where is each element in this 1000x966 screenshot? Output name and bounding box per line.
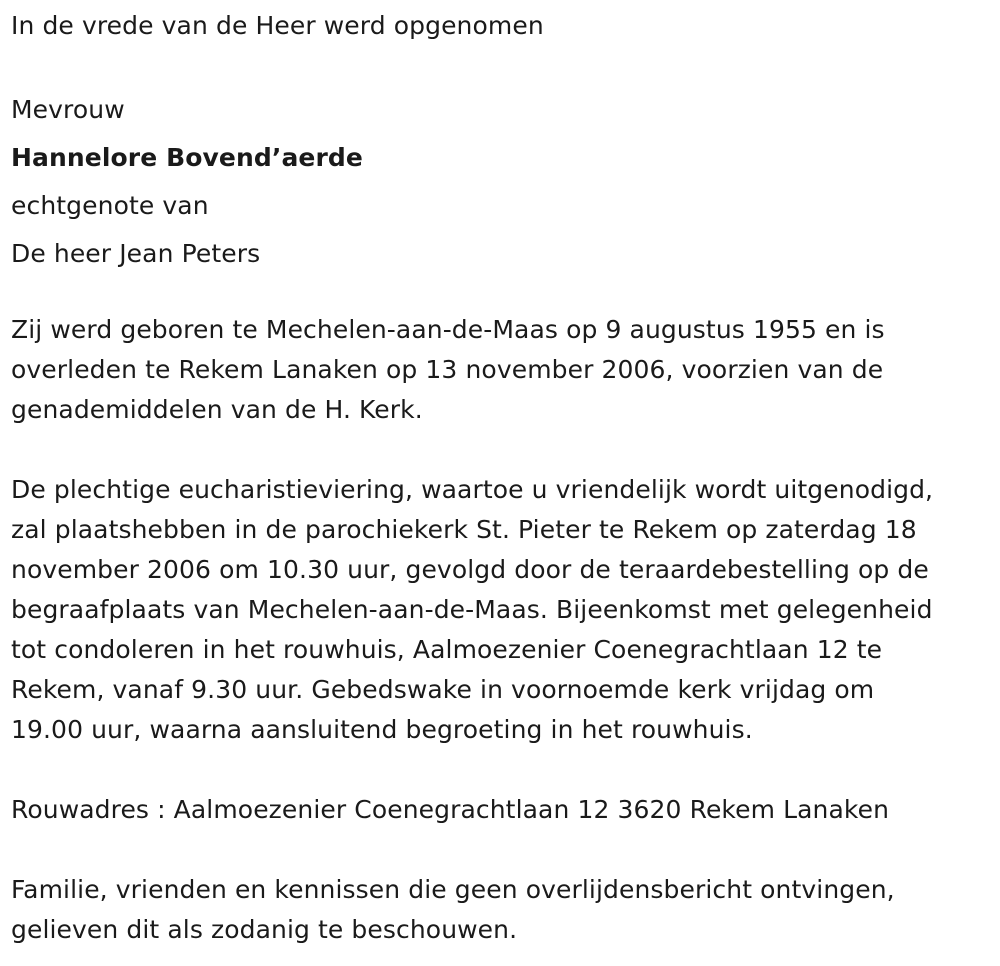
birth-death-line-3: genademiddelen van de H. Kerk. <box>11 395 423 424</box>
birth-death-line-1: Zij werd geboren te Mechelen-aan-de-Maas op 9 augustus 1955 en is <box>11 315 885 344</box>
family-line-1: Familie, vrienden en kennissen die geen overlijdensbericht ontvingen, <box>11 875 895 904</box>
intro-text: In de vrede van de Heer werd opgenomen <box>11 11 544 40</box>
family-paragraph <box>11 870 991 950</box>
service-line-3: november 2006 om 10.30 uur, gevolgd door de teraardebestelling op de <box>11 555 929 584</box>
service-line-2: zal plaatshebben in de parochiekerk St. Pieter te Rekem op zaterdag 18 <box>11 515 917 544</box>
deceased-name: Hannelore Bovend’aerde <box>11 143 363 172</box>
salutation: Mevrouw <box>11 95 125 124</box>
relation-text: echtgenote van <box>11 191 209 220</box>
service-line-6: Rekem, vanaf 9.30 uur. Gebedswake in voornoemde kerk vrijdag om <box>11 675 875 704</box>
service-line-5: tot condoleren in het rouwhuis, Aalmoezenier Coenegrachtlaan 12 te <box>11 635 883 664</box>
birth-death-paragraph <box>11 310 991 430</box>
mourning-address: Rouwadres : Aalmoezenier Coenegrachtlaan 12 3620 Rekem Lanaken <box>11 795 890 824</box>
service-paragraph <box>11 470 991 750</box>
family-line-2: gelieven dit als zodanig te beschouwen. <box>11 915 518 944</box>
name-block <box>11 86 363 278</box>
service-line-7: 19.00 uur, waarna aansluitend begroeting in het rouwhuis. <box>11 715 753 744</box>
spouse-name: De heer Jean Peters <box>11 239 261 268</box>
service-line-1: De plechtige eucharistieviering, waartoe u vriendelijk wordt uitgenodigd, <box>11 475 934 504</box>
birth-death-line-2: overleden te Rekem Lanaken op 13 november 2006, voorzien van de <box>11 355 884 384</box>
service-line-4: begraafplaats van Mechelen-aan-de-Maas. Bijeenkomst met gelegenheid <box>11 595 933 624</box>
address-paragraph <box>11 790 991 830</box>
